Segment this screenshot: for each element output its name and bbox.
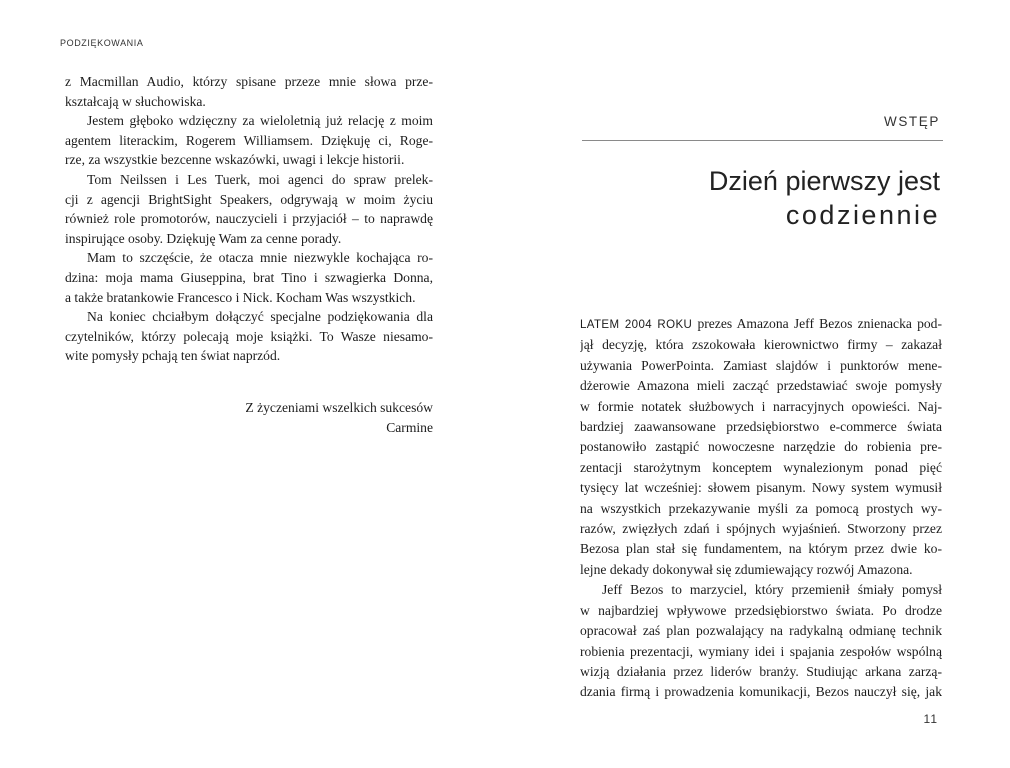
signature-name: Carmine [386,419,433,435]
lead-in-caps: LATEM 2004 ROKU [580,319,693,331]
text-line: Na koniec chciałbym dołączyć specjalne podziękowania dla [87,309,433,325]
text-line: rze, za wszystkie bezcenne wskazówki, uwagi i lekcje historii. [65,152,405,168]
text-line: LATEM 2004 ROKU prezes Amazona Jeff Bezos znienacka pod- [580,316,942,331]
paragraph [580,580,942,702]
running-head: PODZIĘKOWANIA [60,38,144,48]
chapter-title-line: codziennie [785,200,940,230]
signature-line: Z życzeniami wszelkich sukcesów [245,399,433,415]
text-line: dzania firmą i prowadzenia komunikacji, Bezos nauczył się, jak [580,684,942,700]
chapter-divider [582,140,943,141]
signature-block [65,398,433,437]
text-line: Mam to szczęście, że otacza mnie niezwykle kochająca ro- [87,250,433,266]
text-line: inspirujące osoby. Dziękuję Wam za cenne porady. [65,230,342,246]
text-line: a także bratankowie Francesco i Nick. Kocham Was wszystkich. [65,289,416,305]
text-line: agentem literackim, Rogerem Williamsem. Dziękuję ci, Roge- [65,132,433,148]
text-line: dżerowie Amazona mieli zacząć przedstawiać swoje pomysły [580,378,942,394]
paragraph [65,111,433,170]
text-line: robienia prezentacji, wymiany idei i spajania zespołów wspólną [580,643,942,659]
text-line: w najbardziej wpływowe przedsiębiorstwo świata. Po drodze [580,602,942,618]
text-line: Jestem głęboko wdzięczny za wieloletnią już relację z moim [87,113,433,129]
text-line: Tom Neilssen i Les Tuerk, moi agenci do spraw prelek- [87,171,433,187]
text-line: wizją działania przez liderów branży. Studiując arkana zarzą- [580,663,942,679]
chapter-label: WSTĘP [883,114,940,129]
text-line: Jeff Bezos to marzyciel, który przemienił śmiały pomysł [602,582,942,598]
text-line: kształcają w słuchowiska. [65,93,206,109]
chapter-title-line: Dzień pierwszy jest [708,166,940,196]
text-line: w formie notatek służbowych i narracyjnych opowieści. Naj- [580,398,942,414]
text-line: cji z agencji BrightSight Speakers, odgrywają w moim życiu [65,191,433,207]
text-line: opracował zaś plan pozwalający na radykalną odmianę technik [580,623,942,639]
text-line: lejne dekady dokonywał się zdumiewający rozwój Amazona. [580,561,913,577]
text-line: zentacji starożytnym konceptem wynalezionym ponad pięć [580,459,942,475]
text-line: dzina: moja mama Giuseppina, brat Tino i szwagierka Donna, [65,269,433,285]
text-line: czytelników, którzy polecają moje książki. To Wasze niesamo- [65,328,433,344]
text-line: bardziej zaawansowane przedsiębiorstwo e-commerce świata [580,419,942,435]
paragraph [65,307,433,366]
text-line: na wszystkich przekazywanie myśli za pomocą prostych wy- [580,500,942,516]
text-line: razów, zwięzłych zdań i spójnych wyjaśnień. Stworzony przez [580,521,942,537]
text-line: postanowiło zastąpić nowoczesne narzędzie do robienia pre- [580,439,942,455]
acknowledgements-text [65,72,433,437]
paragraph [65,248,433,307]
text-line: jął decyzję, która zszokowała kierownictwo firmy – zakazał [580,337,942,353]
page-number: 11 [923,712,938,726]
paragraph [65,72,433,111]
paragraph [580,314,942,580]
right-page [505,0,1010,768]
text-line: również role promotorów, nauczycieli i przyjaciół – to naprawdę [65,211,433,227]
text-line: z Macmillan Audio, którzy spisane przeze mnie słowa prze- [65,74,433,89]
text-line: Bezosa plan stał się fundamentem, na którym przez dwie ko- [580,541,942,557]
chapter-title [709,164,940,232]
text-line: używania PowerPointa. Zamiast slajdów i punktorów mene- [580,357,942,373]
text-line: wite pomysły pchają ten świat naprzód. [65,348,281,364]
paragraph [65,170,433,248]
chapter-body-text [580,314,942,703]
text-line: tysięcy lat wcześniej: słowem pisanym. Nowy system wymusił [580,480,942,496]
